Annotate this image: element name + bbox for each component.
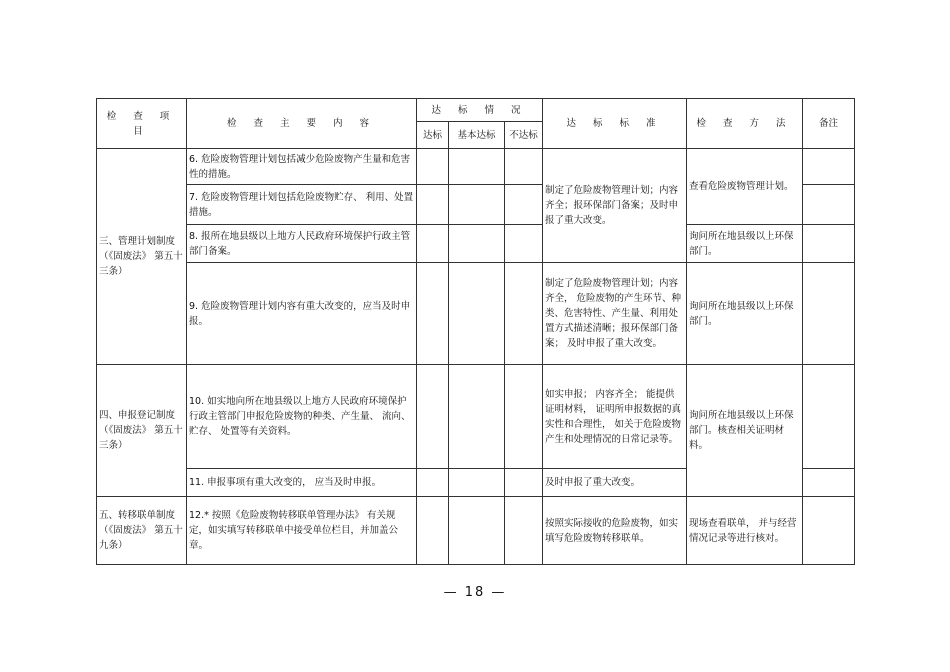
section-item: 五、转移联单制度（《固废法》 第五十九条） — [97, 497, 187, 565]
check-basic-cell — [449, 149, 505, 185]
check-pass-cell — [417, 469, 449, 497]
note-cell — [803, 263, 855, 365]
table-row — [97, 149, 855, 185]
header-status: 达 标 情 况 — [417, 99, 543, 122]
table-row — [97, 497, 855, 565]
check-method: 询问所在地县级以上环保部门。 — [687, 225, 803, 263]
check-fail-cell — [505, 149, 543, 185]
header-method: 检 查 方 法 — [687, 99, 803, 149]
check-method: 现场查看联单， 并与经营情况记录等进行核对。 — [687, 497, 803, 565]
check-pass-cell — [417, 365, 449, 469]
check-fail-cell — [505, 497, 543, 565]
check-pass-cell — [417, 185, 449, 225]
check-standard: 如实申报； 内容齐全； 能提供证明材料， 证明所申报数据的真实性和合理性， 如关于危险废物产生和处理情况的日常记录等。 — [543, 365, 687, 469]
header-note: 备注 — [803, 99, 855, 149]
check-pass-cell — [417, 149, 449, 185]
note-cell — [803, 365, 855, 469]
check-content: 9. 危险废物管理计划内容有重大改变的，应当及时申报。 — [187, 263, 417, 365]
table-row — [97, 263, 855, 365]
check-basic-cell — [449, 263, 505, 365]
check-fail-cell — [505, 469, 543, 497]
table-row — [97, 365, 855, 469]
header-standard: 达 标 标 准 — [543, 99, 687, 149]
section-item: 三、管理计划制度（《固废法》 第五十三条） — [97, 149, 187, 365]
note-cell — [803, 497, 855, 565]
check-content: 10. 如实地向所在地县级以上地方人民政府环境保护行政主管部门申报危险废物的种类、产生量、 流向、贮存、 处置等有关资料。 — [187, 365, 417, 469]
header-item: 检 查 项 目 — [97, 99, 187, 149]
check-method: 询问所在地县级以上环保部门。 — [687, 263, 803, 365]
check-standard: 制定了危险废物管理计划；内容齐全， 危险废物的产生环节、种类、危害特性、产生量、利用处置方式描述清晰；报环保部门备案； 及时申报了重大改变。 — [543, 263, 687, 365]
check-pass-cell — [417, 263, 449, 365]
note-cell — [803, 185, 855, 225]
page-number: — 18 — — [443, 585, 507, 600]
check-content: 11. 申报事项有重大改变的， 应当及时申报。 — [187, 469, 417, 497]
header-status-fail: 不达标 — [505, 122, 543, 149]
check-standard: 按照实际接收的危险废物，如实填写危险废物转移联单。 — [543, 497, 687, 565]
section-item: 四、申报登记制度（《固废法》 第五十三条） — [97, 365, 187, 497]
note-cell — [803, 469, 855, 497]
check-fail-cell — [505, 365, 543, 469]
check-content: 6. 危险废物管理计划包括减少危险废物产生量和危害性的措施。 — [187, 149, 417, 185]
check-content: 8. 报所在地县级以上地方人民政府环境保护行政主管部门备案。 — [187, 225, 417, 263]
header-content: 检 查 主 要 内 容 — [187, 99, 417, 149]
check-method: 询问所在地县级以上环保部门。核查相关证明材料。 — [687, 365, 803, 497]
check-fail-cell — [505, 263, 543, 365]
check-content: 12.* 按照《危险废物转移联单管理办法》 有关规定，如实填写转移联单中接受单位栏目，并加盖公章。 — [187, 497, 417, 565]
header-status-basic: 基本达标 — [449, 122, 505, 149]
check-fail-cell — [505, 225, 543, 263]
table-row — [97, 225, 855, 263]
note-cell — [803, 149, 855, 185]
check-content: 7. 危险废物管理计划包括危险废物贮存、 利用、处置措施。 — [187, 185, 417, 225]
check-standard: 及时申报了重大改变。 — [543, 469, 687, 497]
header-status-pass: 达标 — [417, 122, 449, 149]
check-basic-cell — [449, 365, 505, 469]
check-method: 查看危险废物管理计划。 — [687, 149, 803, 225]
check-pass-cell — [417, 497, 449, 565]
check-standard: 制定了危险废物管理计划；内容齐全；报环保部门备案；及时申报了重大改变。 — [543, 149, 687, 263]
inspection-table — [96, 98, 855, 565]
check-basic-cell — [449, 469, 505, 497]
check-pass-cell — [417, 225, 449, 263]
check-basic-cell — [449, 225, 505, 263]
table-header-row — [97, 99, 855, 122]
check-fail-cell — [505, 185, 543, 225]
check-basic-cell — [449, 185, 505, 225]
note-cell — [803, 225, 855, 263]
check-basic-cell — [449, 497, 505, 565]
